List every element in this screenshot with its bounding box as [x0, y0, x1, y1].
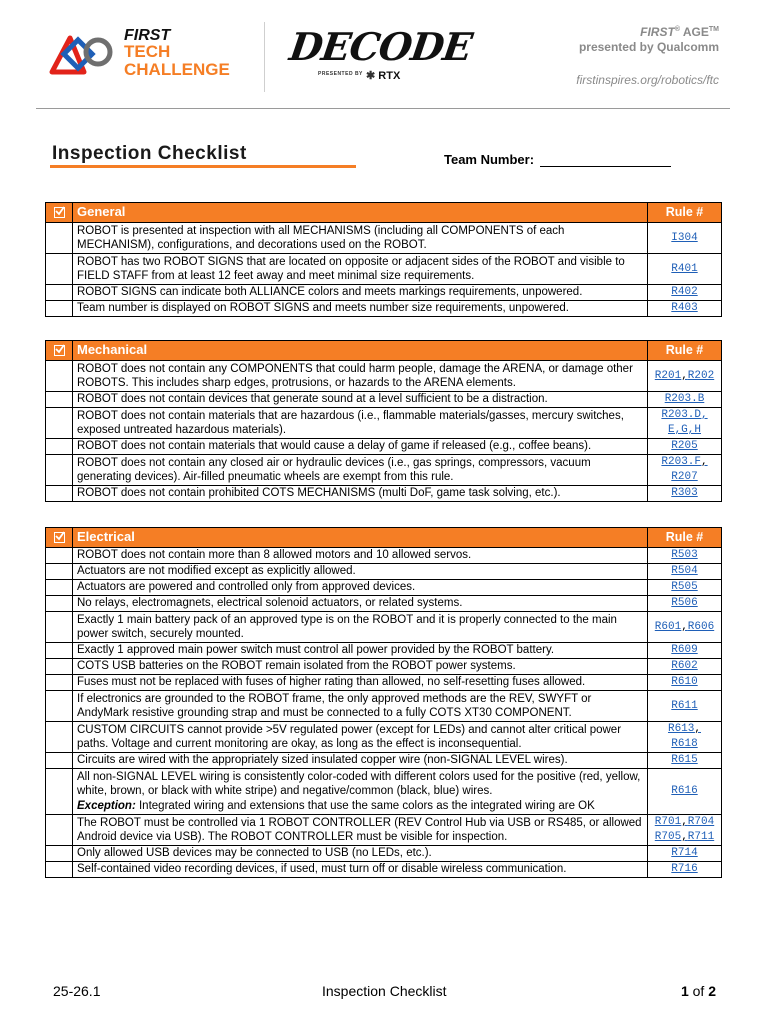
rule-link[interactable]: R403 [671, 302, 698, 314]
rule-link[interactable]: R203.B [664, 393, 705, 405]
rtx-logo [366, 69, 400, 82]
row-checkbox[interactable] [46, 659, 73, 675]
row-checkbox[interactable] [46, 455, 73, 486]
general-section-table [45, 202, 722, 317]
trademark-mark: TM [708, 26, 719, 33]
rule-link[interactable]: R207 [671, 471, 698, 483]
row-checkbox[interactable] [46, 862, 73, 878]
row-text: ROBOT does not contain materials that would cause a delay of game if released (e.g., coffee beans). [73, 439, 648, 455]
row-checkbox[interactable] [46, 612, 73, 643]
page-current: 1 [680, 983, 689, 999]
row-checkbox[interactable] [46, 439, 73, 455]
rule-link[interactable]: R503 [671, 549, 698, 561]
row-checkbox[interactable] [46, 769, 73, 815]
first-age-word: AGE [679, 25, 709, 39]
row-checkbox[interactable] [46, 301, 73, 317]
rtx-logo-text: RTX [378, 70, 401, 82]
decode-logo: DECODE [286, 24, 475, 69]
rule-column-header: Rule # [648, 203, 722, 223]
row-checkbox[interactable] [46, 596, 73, 612]
section-checkbox[interactable] [46, 528, 73, 548]
checklist-row [46, 862, 722, 878]
electrical-section-table [45, 527, 722, 878]
section-header [46, 203, 722, 223]
checklist-row [46, 612, 722, 643]
rule-link[interactable]: R504 [671, 565, 698, 577]
ftc-logo-first: FIRST [124, 27, 171, 44]
checkbox-checked-icon [54, 532, 65, 543]
exception-text: Integrated wiring and extensions that use the same colors as the integrated wiring are OK [135, 799, 595, 812]
row-text: CUSTOM CIRCUITS cannot provide >5V regulated power (except for LEDs) and cannot alter critical power paths. Voltage and current monitoring are okay, as long as the effect is inconsequential. [73, 722, 648, 753]
rule-link[interactable]: R606 [687, 620, 715, 633]
rule-link[interactable]: R711 [687, 831, 715, 843]
row-checkbox[interactable] [46, 223, 73, 254]
rule-separator: , [681, 816, 688, 828]
checklist-row [46, 548, 722, 564]
rule-link[interactable]: R610 [671, 676, 698, 688]
checklist-row [46, 254, 722, 285]
rule-link[interactable]: R201 [654, 369, 682, 382]
checkbox-checked-icon [54, 207, 65, 218]
checklist-row [46, 643, 722, 659]
row-checkbox[interactable] [46, 753, 73, 769]
section-header [46, 341, 722, 361]
rule-column-header: Rule # [648, 528, 722, 548]
row-text: ROBOT does not contain any COMPONENTS that could harm people, damage the ARENA, or damage other ROBOTS. This includes sharp edges, protrusions, or hazards to the ARENA elements. [73, 361, 648, 392]
row-checkbox[interactable] [46, 361, 73, 392]
first-url[interactable]: firstinspires.org/robotics/ftc [576, 73, 719, 87]
checklist-row [46, 392, 722, 408]
checklist-row [46, 659, 722, 675]
row-text: If electronics are grounded to the ROBOT frame, the only approved methods are the REV, SWYFT or AndyMark resistive grounding strap and must be connected to a fully COTS XT30 COMPONENT. [73, 691, 648, 722]
row-checkbox[interactable] [46, 675, 73, 691]
rule-link[interactable]: E,G,H [667, 424, 701, 436]
header-rule [36, 108, 730, 109]
rule-link[interactable]: R705 [654, 831, 682, 843]
rule-link[interactable]: R202 [687, 369, 715, 382]
row-text: Exactly 1 main battery pack of an approved type is on the ROBOT and it is properly connected to the main power switch, securely mounted. [73, 612, 648, 643]
row-text: Actuators are not modified except as explicitly allowed. [73, 564, 648, 580]
registered-mark: ® [674, 26, 680, 33]
checklist-row [46, 455, 722, 486]
checklist-row [46, 564, 722, 580]
rule-link[interactable]: R701 [654, 816, 682, 828]
section-title: Mechanical [73, 341, 648, 361]
row-text: ROBOT does not contain devices that generate sound at a level sufficient to be a distraction. [73, 392, 648, 408]
checklist-row [46, 753, 722, 769]
rule-link[interactable]: R505 [671, 581, 698, 593]
checklist-row [46, 285, 722, 301]
checklist-row [46, 691, 722, 722]
checklist-row [46, 408, 722, 439]
rule-link[interactable]: R602 [671, 660, 698, 672]
presented-by-qualcomm: presented by Qualcomm [578, 40, 719, 54]
checkbox-checked-icon [54, 345, 65, 356]
team-number-label: Team Number: [444, 152, 535, 167]
footer-title: Inspection Checklist [322, 983, 447, 999]
rule-link[interactable]: I304 [671, 231, 698, 244]
rule-link[interactable]: R401 [671, 262, 698, 275]
section-title: Electrical [73, 528, 648, 548]
title-underline [50, 165, 356, 168]
row-text: ROBOT has two ROBOT SIGNS that are located on opposite or adjacent sides of the ROBOT and visible to FIELD STAFF from at least 12 feet away and meet minimal size requirements. [73, 254, 648, 285]
rule-link[interactable]: R205 [671, 440, 698, 452]
row-text-with-exception [73, 769, 648, 815]
header-divider [264, 22, 265, 92]
exception-label: Exception: [77, 799, 136, 812]
checklist-row [46, 722, 722, 753]
row-checkbox[interactable] [46, 691, 73, 722]
rule-separator: , [681, 620, 688, 633]
row-checkbox[interactable] [46, 722, 73, 753]
rule-link[interactable]: R704 [687, 816, 715, 828]
row-text: No relays, electromagnets, electrical solenoid actuators, or related systems. [73, 596, 648, 612]
page-title: Inspection Checklist [52, 143, 247, 164]
checklist-row [46, 769, 722, 815]
row-text: ROBOT does not contain more than 8 allowed motors and 10 allowed servos. [73, 548, 648, 564]
row-text: ROBOT is presented at inspection with all MECHANISMS (including all COMPONENTS of each MECHANISM), configurations, and decorations used on the ROBOT. [73, 223, 648, 254]
rule-link[interactable]: R611 [671, 699, 698, 712]
rule-link[interactable]: R714 [671, 847, 698, 859]
row-text: ROBOT does not contain prohibited COTS MECHANISMS (multi DoF, game task solving, etc.). [73, 486, 648, 502]
row-checkbox[interactable] [46, 254, 73, 285]
row-checkbox[interactable] [46, 580, 73, 596]
row-checkbox[interactable] [46, 846, 73, 862]
row-text: The ROBOT must be controlled via 1 ROBOT CONTROLLER (REV Control Hub via USB or RS485, or allowed Android device via USB). The ROBOT CONTROLLER must be visible for inspection. [73, 815, 648, 846]
row-checkbox[interactable] [46, 392, 73, 408]
rule-separator: , [681, 831, 688, 843]
checklist-row [46, 223, 722, 254]
mechanical-section-table [45, 340, 722, 502]
row-text: Team number is displayed on ROBOT SIGNS and meets number size requirements, unpowered. [73, 301, 648, 317]
row-text: Circuits are wired with the appropriately sized insulated copper wire (non-SIGNAL LEVEL wires). [73, 753, 648, 769]
row-checkbox[interactable] [46, 285, 73, 301]
rule-link[interactable]: R618 [671, 738, 698, 750]
section-checkbox[interactable] [46, 203, 73, 223]
rtx-logo-icon: ✱ [366, 70, 376, 82]
section-header [46, 528, 722, 548]
checklist-row [46, 580, 722, 596]
row-text: Actuators are powered and controlled only from approved devices. [73, 580, 648, 596]
rule-link[interactable]: R402 [671, 286, 698, 298]
rule-link[interactable]: R613 [667, 723, 695, 735]
rule-link[interactable]: R601 [654, 620, 682, 633]
row-text: All non-SIGNAL LEVEL wiring is consistently color-coded with different colors used for the positive (red, yellow, white, brown, or black with white stripe) and negative/common (black, blue) wires. [77, 770, 641, 798]
row-checkbox[interactable] [46, 486, 73, 502]
checklist-row [46, 815, 722, 846]
row-text: ROBOT SIGNS can indicate both ALLIANCE colors and meets markings requirements, unpowered. [73, 285, 648, 301]
checklist-row [46, 846, 722, 862]
row-text: COTS USB batteries on the ROBOT remain isolated from the ROBOT power systems. [73, 659, 648, 675]
row-text: ROBOT does not contain any closed air or hydraulic devices (i.e., gas springs, compressors, vacuum generating devices). Air-filled pneumatic wheels are exempt from this rule. [73, 455, 648, 486]
first-age-first: FIRST [640, 25, 675, 39]
row-checkbox[interactable] [46, 408, 73, 439]
rule-link[interactable]: R616 [671, 785, 698, 797]
row-checkbox[interactable] [46, 815, 73, 846]
checklist-row [46, 301, 722, 317]
ftc-logo-tech: TECH [124, 42, 171, 61]
first-age-line [640, 25, 719, 39]
section-checkbox[interactable] [46, 341, 73, 361]
rule-separator: , [694, 723, 701, 735]
presented-by-small: PRESENTED BY [318, 71, 363, 77]
first-tech-challenge-logo [48, 26, 238, 86]
row-text: Fuses must not be replaced with fuses of higher rating than allowed, no self-resetting fuses allowed. [73, 675, 648, 691]
checklist-row [46, 675, 722, 691]
row-text: Only allowed USB devices may be connected to USB (no LEDs, etc.). [73, 846, 648, 862]
checklist-row [46, 486, 722, 502]
ftc-logo-challenge: CHALLENGE [124, 60, 230, 79]
checklist-row [46, 361, 722, 392]
ftc-logo-mark-icon [48, 28, 120, 84]
page-total: 2 [708, 983, 716, 999]
section-title: General [73, 203, 648, 223]
rule-link[interactable]: R609 [671, 644, 698, 656]
row-text: Exactly 1 approved main power switch must control all power provided by the ROBOT battery. [73, 643, 648, 659]
rule-link[interactable]: R506 [671, 597, 698, 609]
page-of: of [688, 983, 709, 999]
rule-link[interactable]: R203.F [661, 456, 701, 468]
team-number-field[interactable] [540, 166, 671, 167]
row-text: ROBOT does not contain materials that are hazardous (i.e., flammable materials/gasses, mercury switches, exposed untreated hazardous materials). [73, 408, 648, 439]
row-text: Self-contained video recording devices, if used, must turn off or disable wireless communication. [73, 862, 648, 878]
rule-separator: , [681, 369, 688, 382]
checklist-row [46, 596, 722, 612]
footer-version: 25-26.1 [53, 983, 101, 999]
rule-link[interactable]: R303 [671, 487, 698, 499]
checklist-row [46, 439, 722, 455]
footer-page-number [681, 983, 716, 999]
row-checkbox[interactable] [46, 548, 73, 564]
row-checkbox[interactable] [46, 564, 73, 580]
rule-column-header: Rule # [648, 341, 722, 361]
rule-link[interactable]: R615 [671, 754, 698, 766]
row-checkbox[interactable] [46, 643, 73, 659]
rule-link[interactable]: R716 [671, 863, 698, 875]
rule-separator: , [701, 456, 708, 468]
rule-link[interactable]: R203.D, [661, 409, 708, 421]
